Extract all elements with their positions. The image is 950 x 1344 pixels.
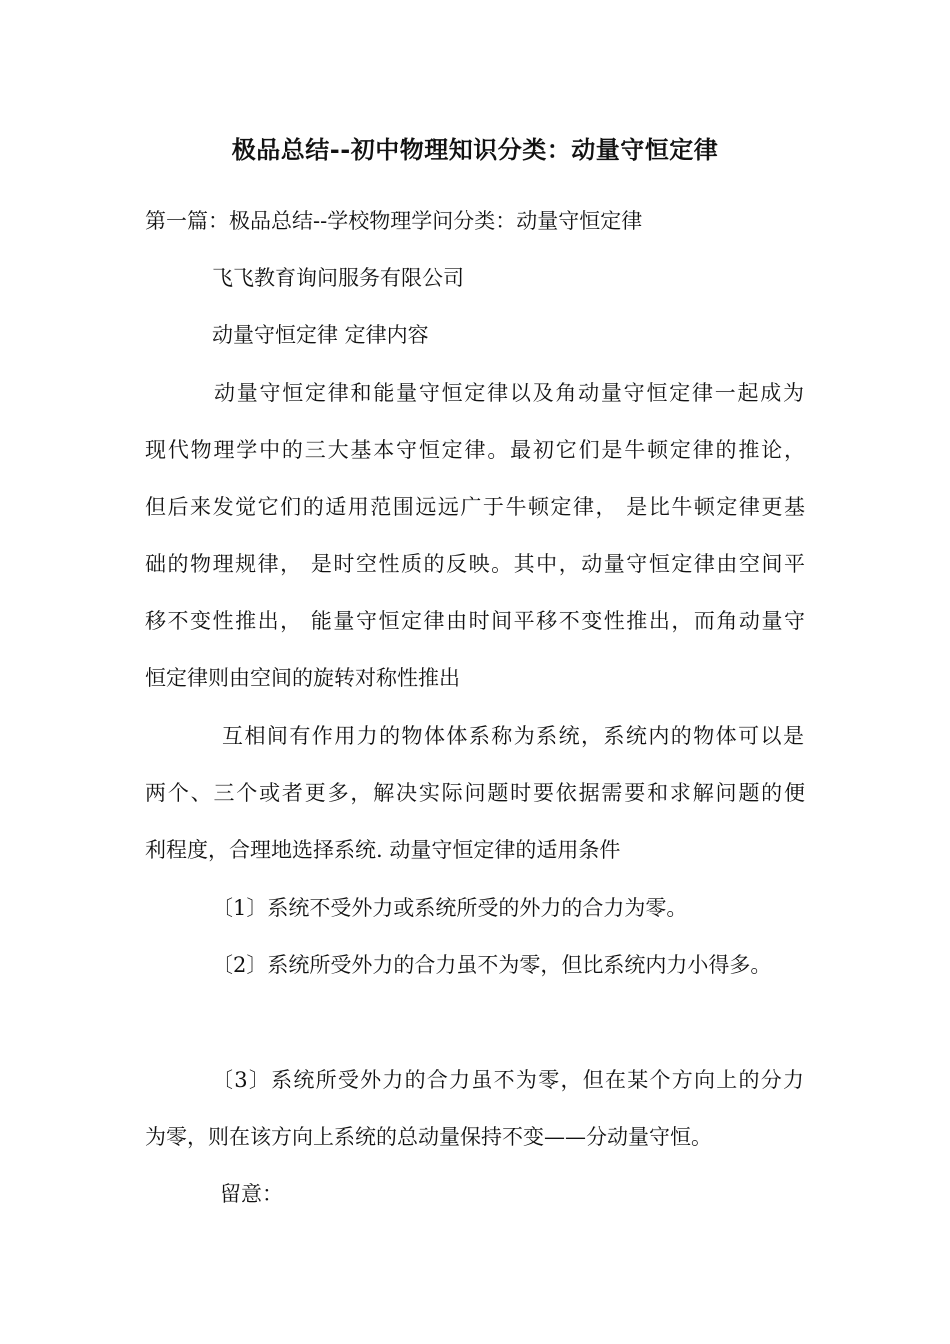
company-name: 飞飞教育询问服务有限公司 [212,266,464,290]
condition-2: 〔2〕系统所受外力的合力虽不为零，但比系统内力小得多。 [212,953,772,977]
note-label: 留意： [220,1182,283,1206]
condition-1: 〔1〕系统不受外力或系统所受的外力的合力为零。 [212,896,688,920]
condition-3-line: 为零，则在该方向上系统的总动量保持不变——分动量守恒。 [145,1125,712,1149]
paragraph-line: 础的物理规律， 是时空性质的反映。其中，动量守恒定律由空间平 [145,552,805,576]
document-title: 极品总结--初中物理知识分类：动量守恒定律 [231,136,719,164]
paragraph-line: 利程度，合理地选择系统. 动量守恒定律的适用条件 [145,838,621,862]
paragraph-line: 恒定律则由空间的旋转对称性推出 [145,666,460,690]
paragraph-line: 两个、三个或者更多，解决实际问题时要依据需要和求解问题的便 [145,781,805,805]
condition-3-line: 〔3〕系统所受外力的合力虽不为零，但在某个方向上的分力 [212,1068,804,1092]
paragraph-line: 但后来发觉它们的适用范围远远广于牛顿定律， 是比牛顿定律更基 [145,495,805,519]
paragraph-line: 互相间有作用力的物体体系称为系统，系统内的物体可以是 [222,724,804,748]
paragraph-line: 动量守恒定律和能量守恒定律以及角动量守恒定律一起成为 [214,381,804,405]
paragraph-line: 移不变性推出， 能量守恒定律由时间平移不变性推出，而角动量守 [145,609,805,633]
section-heading: 动量守恒定律 定律内容 [212,323,429,347]
paragraph-line: 现代物理学中的三大基本守恒定律。最初它们是牛顿定律的推论， [145,438,805,462]
article-heading: 第一篇：极品总结--学校物理学问分类：动量守恒定律 [145,209,643,233]
